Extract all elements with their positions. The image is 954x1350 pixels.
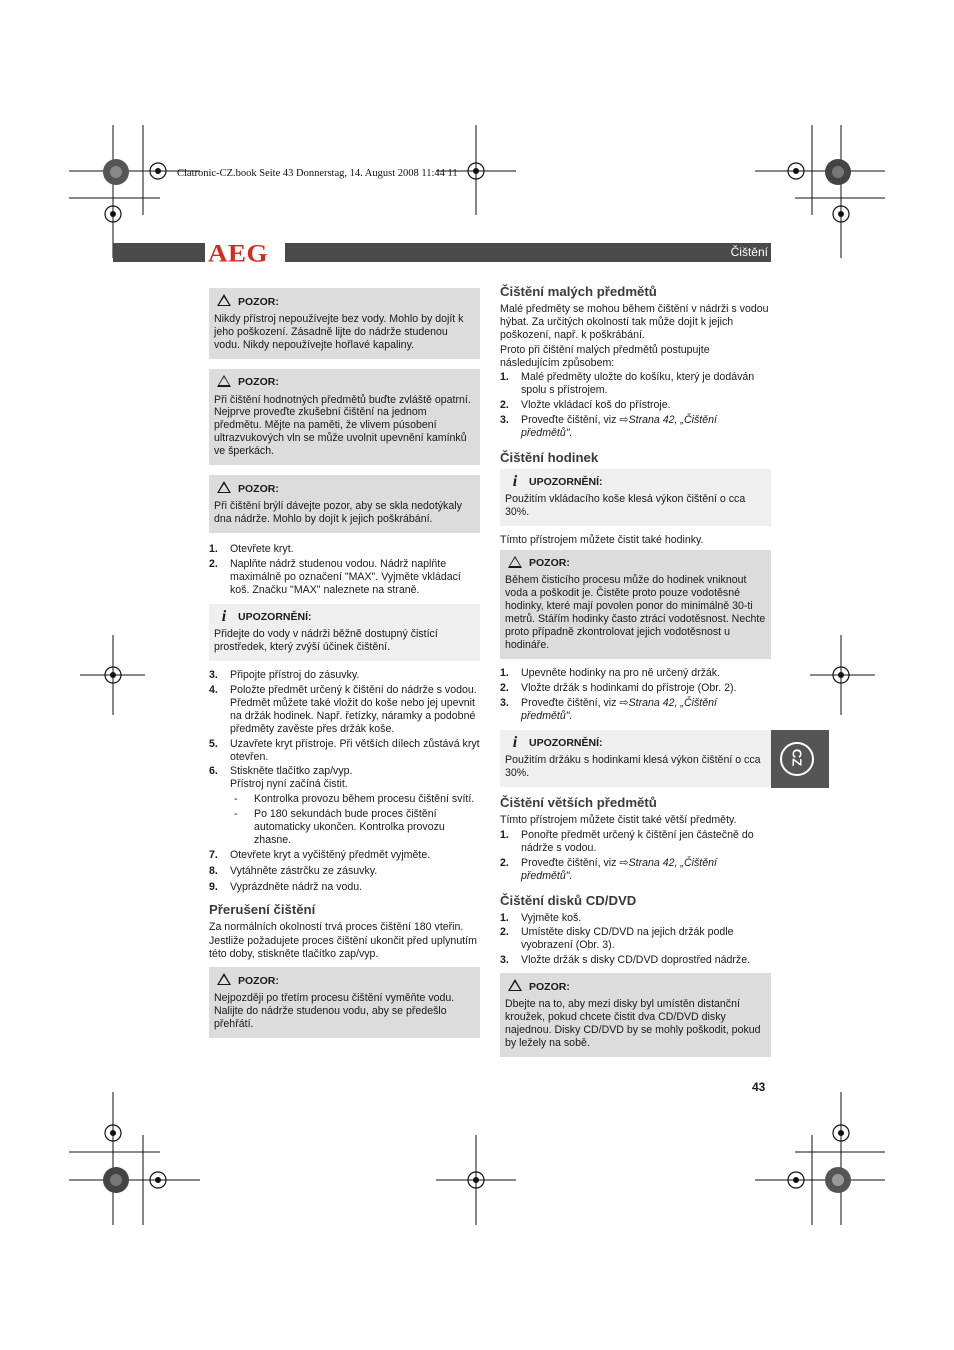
steps-list	[500, 371, 771, 440]
note-text: Přidejte do vody v nádrži běžně dostupný čistící prostředek, který zvýší účinek čištění.	[214, 628, 438, 654]
note-box: i UPOZORNĚNÍ: Použitím vkládacího koše klesá výkon čištění o cca 30%.	[500, 469, 771, 526]
note-text: Použitím vkládacího koše klesá výkon čištění o cca 30%.	[505, 492, 746, 518]
aeg-logo: AEG	[205, 240, 285, 266]
steps-list	[500, 829, 771, 883]
section-heading: Čištění disků CD/DVD	[500, 892, 637, 908]
warning-box: POZOR: Během čisticího procesu může do hodinek vniknout voda a poškodit je. Čistěte proto pouze vodotěsné hodinky, které mají povolen ponor do minimálně 30-ti metrů. Stářím hodinky často ztrácí vodotěsnost. Nechte proto případně zkontrolovat jejich vodotěsnost u hodináře.	[500, 550, 771, 659]
left-column	[209, 288, 480, 1038]
warning-text: Dbejte na to, aby mezi disky byl umístěn distanční kroužek, pokud chcete čistit dva CD/DVD disky najednou. Disky CD/DVD by se mohly poškodit, pokud by ležely na sobě.	[505, 998, 761, 1049]
language-tab-label: CZ	[789, 748, 805, 767]
paragraph: Jestliže požadujete proces čištění ukončit před uplynutím této doby, stiskněte tlačítko zap/vyp.	[209, 935, 477, 961]
list-item: 1. Ponořte předmět určený k čištění jen částečně do nádrže s vodou.	[500, 829, 754, 854]
info-icon: i	[512, 734, 518, 752]
warning-text: Během čisticího procesu může do hodinek vniknout voda a poškodit je. Čistěte proto pouze vodotěsné hodinky, které mají povolen ponor do minimálně 30-ti metrů. Stářím hodinky často ztrácí vodotěsnost. Nechte proto případně zkontrolovat jejich vodotěsnost u hodináře.	[505, 574, 766, 651]
section-heading: Přerušení čištění	[209, 901, 316, 917]
warning-text: Nejpozději po třetím procesu čištění vyměňte vodu. Nalijte do nádrže studenou vodu, aby se předešlo přehřátí.	[214, 992, 455, 1030]
list-item: 4. Položte předmět určený k čištění do nádrže s vodou. Předmět můžete také vložit do koše nebo jej upevnit na držák hodinek. Např. řetízky, náramky a podobné předměty zavěste přes držák koše.	[209, 684, 477, 735]
section-heading: Čištění hodinek	[500, 449, 599, 465]
steps-list	[500, 912, 771, 968]
steps-list	[209, 543, 480, 597]
list-item: 8. Vytáhněte zástrčku ze zásuvky.	[209, 864, 378, 877]
arrow-right-icon: ⇨	[619, 414, 629, 427]
section-title: Čištění	[730, 245, 768, 259]
list-item: - Kontrolka provozu během procesu čištění svítí.	[234, 793, 475, 806]
warning-text: Nikdy přístroj nepoužívejte bez vody. Mohlo by dojít k jeho poškození. Zásadně lijte do nádrže studenou vodu. Nikdy nepoužívejte hořlavé kapaliny.	[214, 312, 464, 351]
list-item: 3. Proveďte čištění, viz ⇨Strana 42, „Čištění předmětů".	[500, 696, 717, 722]
list-item: 1. Upevněte hodinky na pro ně určený držák.	[500, 666, 721, 679]
list-item: 9. Vyprázdněte nádrž na vodu.	[209, 880, 363, 893]
warning-text: Při čištění hodnotných předmětů buďte zvláště opatrní. Nejprve proveďte zkušební čištění na jednom předmětu. Mějte na paměti, že vlivem púsobení ultrazvukových vln se může uvolnit upevnění kamínků ve šperkách.	[214, 393, 471, 458]
paragraph: Malé předměty se mohou během čištění v nádrži s vodou hýbat. Za určitých okolností tak může dojít k jejich poškození, např. k poškrábání.	[500, 302, 769, 341]
info-icon: i	[221, 608, 227, 626]
print-info-line: Clatronic-CZ.book Seite 43 Donnerstag, 14. August 2008 11:44 11	[177, 168, 458, 179]
note-box: i UPOZORNĚNÍ: Přidejte do vody v nádrži běžně dostupný čistící prostředek, který zvýší účinek čištění.	[209, 604, 480, 661]
warning-triangle-icon	[217, 973, 231, 985]
warning-box: POZOR: Při čištění hodnotných předmětů buďte zvláště opatrní. Nejprve proveďte zkušební čištění na jednom předmětu. Mějte na paměti, že vlivem púsobení ultrazvukových vln se může uvolnit upevnění kamínků ve šperkách.	[209, 369, 480, 465]
right-column	[500, 286, 771, 1057]
list-item: 1. Otevřete kryt.	[209, 542, 294, 555]
list-item: 7. Otevřete kryt a vyčištěný předmět vyjměte.	[209, 848, 431, 861]
paragraph: Tímto přístrojem můžete čistit také hodinky.	[500, 533, 704, 546]
list-item: 2. Vložte vkládací koš do přístroje.	[500, 399, 671, 412]
section-heading: Čištění větších předmětů	[500, 795, 657, 811]
language-tab-cz	[771, 730, 829, 788]
section-heading: Čištění malých předmětů	[500, 284, 657, 299]
list-item: 3. Připojte přístroj do zásuvky.	[209, 669, 360, 682]
paragraph: Proto při čištění malých předmětů postupujte následujícím způsobem:	[500, 343, 710, 369]
steps-list	[209, 849, 480, 894]
warning-box: POZOR: Nikdy přístroj nepoužívejte bez vody. Mohlo by dojít k jeho poškození. Zásadně lijte do nádrže studenou vodu. Nikdy nepoužívejte hořlavé kapaliny.	[209, 288, 480, 359]
warning-box: POZOR: Dbejte na to, aby mezi disky byl umístěn distanční kroužek, pokud chcete čistit dva CD/DVD disky najednou. Disky CD/DVD by se mohly poškodit, pokud by ležely na sobě.	[500, 973, 771, 1057]
list-item: 2. Naplňte nádrž studenou vodou. Nádrž naplňte maximálně po označení "MAX". Vyjměte vkládací koš. Značku "MAX" naleznete na straně.	[209, 557, 461, 596]
list-item: 3. Proveďte čištění, viz ⇨Strana 42, „Čištění předmětů".	[500, 414, 717, 440]
warning-triangle-icon	[217, 481, 231, 493]
info-icon: i	[512, 472, 518, 490]
warning-triangle-icon	[217, 294, 231, 306]
list-item: 1. Vyjměte koš.	[500, 911, 582, 924]
paragraph: Za normálních okolností trvá proces čištění 180 vteřin.	[209, 920, 464, 933]
warning-triangle-icon	[508, 979, 522, 991]
warning-triangle-icon	[508, 556, 522, 568]
warning-box: POZOR: Při čištění brýlí dávejte pozor, aby se skla nedotýkaly dna nádrže. Mohlo by dojít k jejich poškrábání.	[209, 475, 480, 533]
warning-box: POZOR: Nejpozději po třetím procesu čištění vyměňte vodu. Nalijte do nádrže studenou vodu, aby se předešlo přehřátí.	[209, 967, 480, 1038]
page-number: 43	[752, 1080, 766, 1094]
list-item: 3. Vložte držák s disky CD/DVD doprostřed nádrže.	[500, 954, 751, 967]
steps-list	[500, 667, 771, 723]
warning-triangle-icon	[217, 375, 231, 387]
paragraph: Tímto přístrojem můžete čistit také větší předměty.	[500, 814, 737, 827]
steps-list	[209, 669, 480, 791]
note-text: Použitím držáku s hodinkami klesá výkon čištění o cca 30%.	[505, 754, 761, 780]
note-box: i UPOZORNĚNÍ: Použitím držáku s hodinkami klesá výkon čištění o cca 30%.	[500, 730, 771, 787]
list-item: 5. Uzavřete kryt přístroje. Při větších dílech zůstává kryt otevřen.	[209, 737, 480, 763]
sub-steps-list	[234, 793, 480, 847]
arrow-right-icon: ⇨	[619, 856, 629, 869]
list-item: - Po 180 sekundách bude proces čištění automaticky ukončen. Kontrolka provozu zhasne.	[234, 808, 445, 846]
list-item: 1. Malé předměty uložte do košíku, který je dodáván spolu s přístrojem.	[500, 371, 755, 397]
list-item: 2. Vložte držák s hodinkami do přístroje (Obr. 2).	[500, 681, 737, 694]
arrow-right-icon: ⇨	[619, 696, 629, 709]
list-item: 2. Proveďte čištění, viz ⇨Strana 42, „Čištění předmětů".	[500, 856, 717, 882]
list-item: 2. Umístěte disky CD/DVD na jejich držák podle vyobrazení (Obr. 3).	[500, 926, 734, 952]
warning-text: Při čištění brýlí dávejte pozor, aby se skla nedotýkaly dna nádrže. Mohlo by dojít k jejich poškrábání.	[214, 499, 462, 525]
list-item: 6. Stiskněte tlačítko zap/vyp. Přístroj nyní začíná čistit.	[209, 765, 353, 791]
